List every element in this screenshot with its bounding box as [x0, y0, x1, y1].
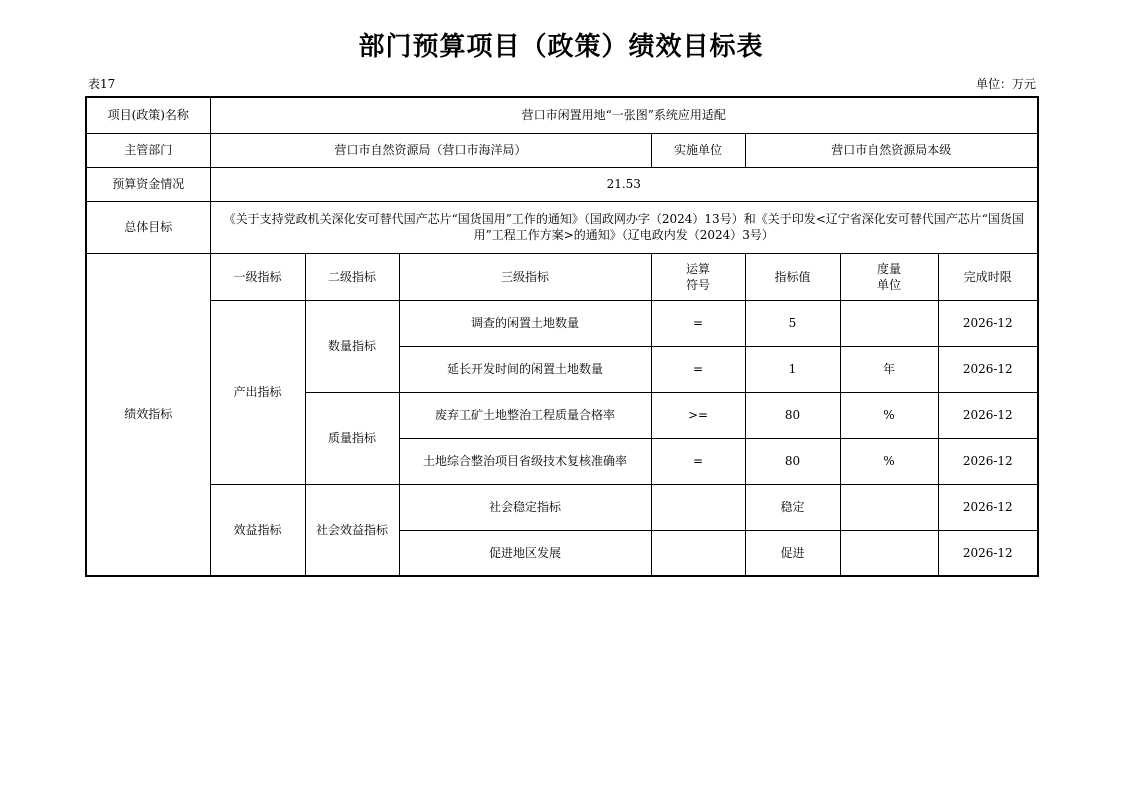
project-name-row [86, 97, 1038, 133]
indicator-operator: = [651, 300, 745, 346]
header-operator [651, 253, 745, 300]
indicator-operator [651, 530, 745, 576]
overall-goal-row [86, 201, 1038, 253]
header-value: 指标值 [745, 253, 840, 300]
group-benefit: 效益指标 [210, 484, 305, 576]
indicator-header-row [86, 253, 1038, 300]
overall-goal-label: 总体目标 [86, 201, 210, 253]
budget-value: 21.53 [210, 167, 1038, 201]
group-social-benefit: 社会效益指标 [305, 484, 399, 576]
header-operator-line1: 运算 [685, 261, 710, 276]
indicator-name: 社会稳定指标 [399, 484, 651, 530]
performance-indicator-label: 绩效指标 [86, 253, 210, 576]
indicator-deadline: 2026-12 [938, 530, 1038, 576]
header-unit-line1: 度量 [876, 261, 901, 276]
implementing-unit-label: 实施单位 [651, 133, 745, 167]
header-unit-line2: 单位 [876, 277, 901, 292]
overall-goal-value: 《关于支持党政机关深化安可替代国产芯片“国货国用”工作的通知》（国政网办字（2024）13号）和《关于印发<辽宁省深化安可替代国产芯片“国货国用”工程工作方案>的通知》（辽电政内发（2024）3号） [210, 201, 1038, 253]
indicator-operator: >= [651, 392, 745, 438]
implementing-unit-value: 营口市自然资源局本级 [745, 133, 1038, 167]
indicator-value: 1 [745, 346, 840, 392]
indicator-value: 促进 [745, 530, 840, 576]
indicator-name: 延长开发时间的闲置土地数量 [399, 346, 651, 392]
indicator-unit: 年 [840, 346, 938, 392]
group-quality: 质量指标 [305, 392, 399, 484]
indicator-name: 废弃工矿土地整治工程质量合格率 [399, 392, 651, 438]
header-operator-line2: 符号 [685, 277, 710, 292]
page-title: 部门预算项目（政策）绩效目标表 [358, 32, 764, 62]
header-level3: 三级指标 [399, 253, 651, 300]
indicator-name: 土地综合整治项目省级技术复核准确率 [399, 438, 651, 484]
budget-row [86, 167, 1038, 201]
indicator-unit: % [840, 438, 938, 484]
indicator-operator: = [651, 346, 745, 392]
indicator-deadline: 2026-12 [938, 300, 1038, 346]
indicator-operator [651, 484, 745, 530]
project-name-value: 营口市闲置用地“一张图”系统应用适配 [210, 97, 1038, 133]
indicator-deadline: 2026-12 [938, 484, 1038, 530]
indicator-unit [840, 530, 938, 576]
project-name-label: 项目(政策)名称 [86, 97, 210, 133]
department-row [86, 133, 1038, 167]
performance-target-table [85, 96, 1039, 577]
indicator-value: 稳定 [745, 484, 840, 530]
indicator-operator: = [651, 438, 745, 484]
indicator-value: 80 [745, 438, 840, 484]
header-level2: 二级指标 [305, 253, 399, 300]
table-number: 表17 [88, 77, 116, 91]
indicator-deadline: 2026-12 [938, 346, 1038, 392]
indicator-name: 调查的闲置土地数量 [399, 300, 651, 346]
department-value: 营口市自然资源局（营口市海洋局） [210, 133, 651, 167]
indicator-value: 80 [745, 392, 840, 438]
department-label: 主管部门 [86, 133, 210, 167]
indicator-value: 5 [745, 300, 840, 346]
budget-label: 预算资金情况 [86, 167, 210, 201]
indicator-row [86, 300, 1038, 346]
indicator-unit [840, 484, 938, 530]
indicator-row [86, 484, 1038, 530]
header-deadline: 完成时限 [938, 253, 1038, 300]
header-unit [840, 253, 938, 300]
indicator-deadline: 2026-12 [938, 392, 1038, 438]
indicator-unit: % [840, 392, 938, 438]
group-output: 产出指标 [210, 300, 305, 484]
unit-label: 单位：万元 [975, 77, 1036, 91]
header-level1: 一级指标 [210, 253, 305, 300]
indicator-name: 促进地区发展 [399, 530, 651, 576]
indicator-deadline: 2026-12 [938, 438, 1038, 484]
group-quantity: 数量指标 [305, 300, 399, 392]
indicator-unit [840, 300, 938, 346]
